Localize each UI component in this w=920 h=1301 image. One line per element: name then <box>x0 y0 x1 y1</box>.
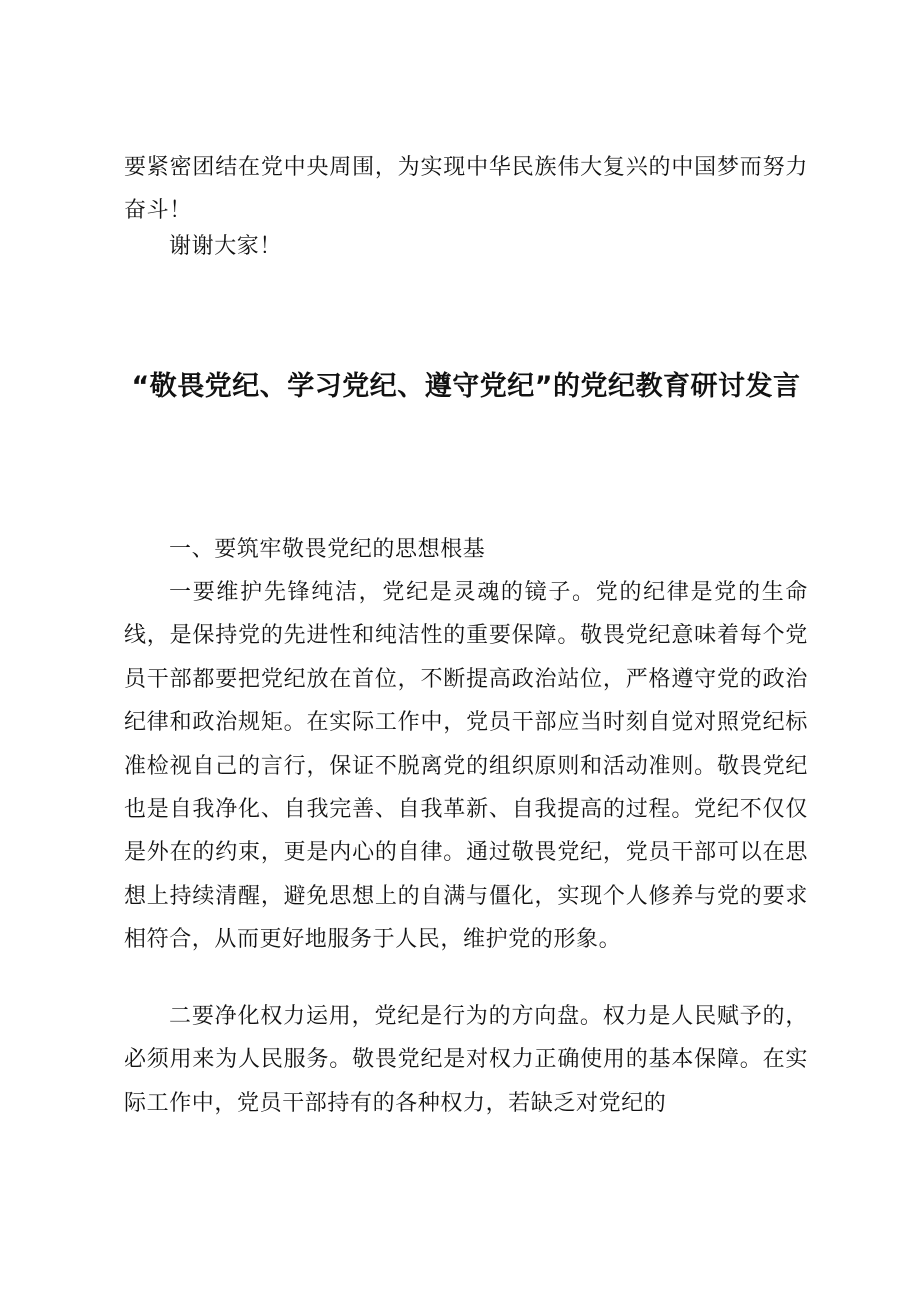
closing-paragraph: 要紧密团结在党中央周围，为实现中华民族伟大复兴的中国梦而努力奋斗！ <box>124 155 808 224</box>
section-heading: 一、要筑牢敬畏党纪的思想根基 <box>169 537 486 562</box>
paragraph-2: 二要净化权力运用，党纪是行为的方向盘。权力是人民赋予的，必须用来为人民服务。敬畏党纪是对权力正确使用的基本保障。在实际工作中，党员干部持有的各种权力，若缺乏对党纪的 <box>124 1004 808 1116</box>
paragraph-1: 一要维护先锋纯洁，党纪是灵魂的镜子。党的纪律是党的生命线，是保持党的先进性和纯洁性的重要保障。敬畏党纪意味着每个党员干部都要把党纪放在首位，不断提高政治站位，严格遵守党的政治纪律和政治规矩。在实际工作中，党员干部应当时刻自觉对照党纪标准检视自己的言行，保证不脱离党的组织原则和活动准则。敬畏党纪也是自我净化、自我完善、自我革新、自我提高的过程。党纪不仅仅是外在的约束，更是内心的自律。通过敬畏党纪，党员干部可以在思想上持续清醒，避免思想上的自满与僵化，实现个人修养与党的要求相符合，从而更好地服务于人民，维护党的形象。 <box>124 580 808 953</box>
document-title: “敬畏党纪、学习党纪、遵守党纪”的党纪教育研讨发言 <box>131 371 801 402</box>
thanks-line: 谢谢大家！ <box>169 234 283 259</box>
